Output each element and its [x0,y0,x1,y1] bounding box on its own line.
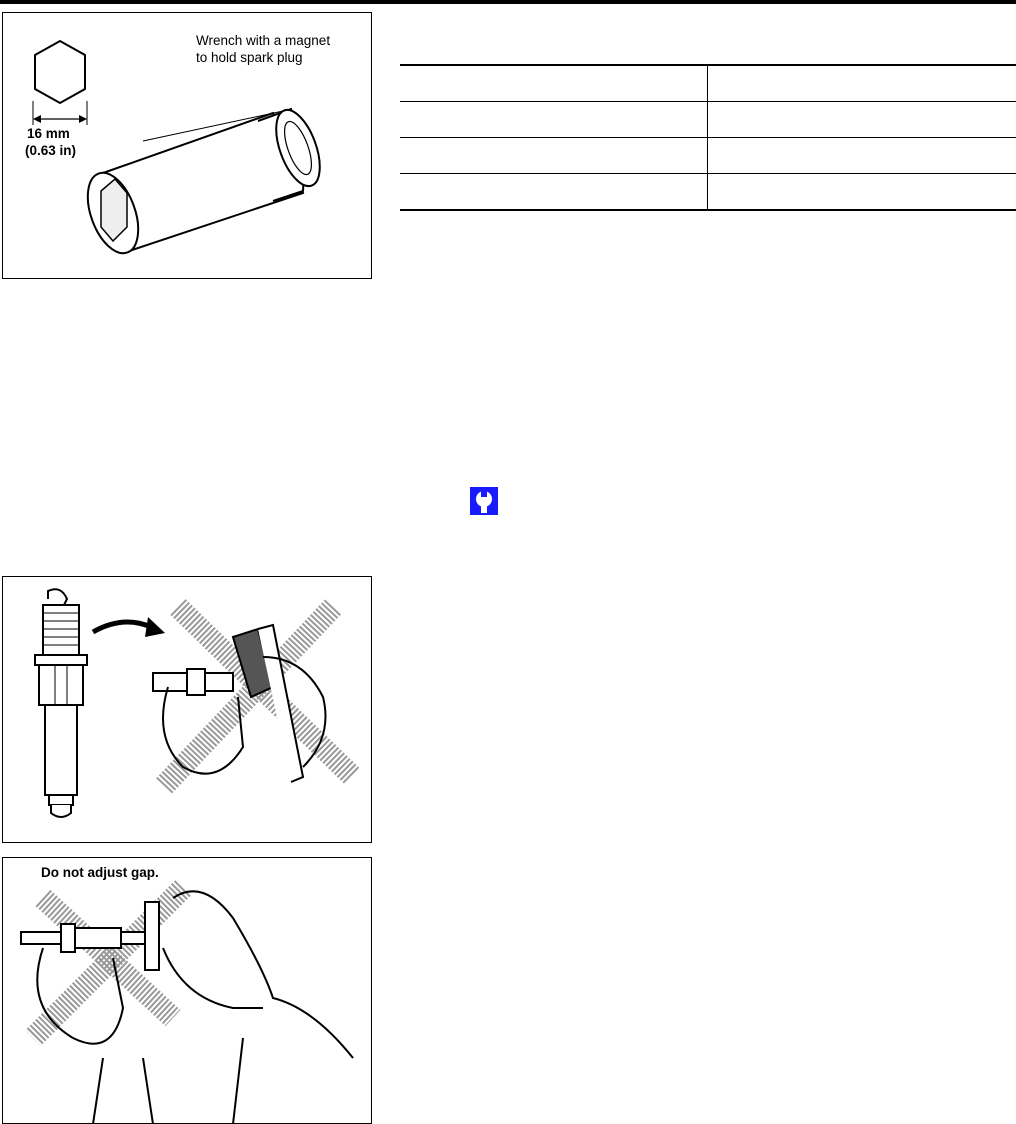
wrench-callout-line1: Wrench with a magnet [196,33,331,48]
table-row [400,174,1016,211]
figure-spark-plug-wrench [2,12,372,279]
table-row [400,138,1016,174]
figure-spark-plug-no-gap-adjust [2,857,372,1124]
table-cell [708,65,1016,102]
wrench-callout-line2: to hold spark plug [196,50,303,65]
hex-size-mm-label: 16 mm [27,126,70,141]
table-cell [400,174,708,211]
spark-plug-gap-illustration [3,858,372,1124]
table-cell [400,138,708,174]
page-header-rule [0,0,1016,4]
table-row [400,102,1016,138]
table-cell [708,138,1016,174]
spark-plug-no-brush-illustration [3,577,372,843]
table-cell [708,102,1016,138]
table-row [400,65,1016,102]
figure-spark-plug-no-clean [2,576,372,843]
wrench-icon [470,487,498,515]
hex-size-inch-label: (0.63 in) [25,143,77,158]
spec-table [400,64,1016,211]
table-cell [708,174,1016,211]
figure-caption: Do not adjust gap. [41,865,159,880]
table-cell [400,102,708,138]
table-cell [400,65,708,102]
